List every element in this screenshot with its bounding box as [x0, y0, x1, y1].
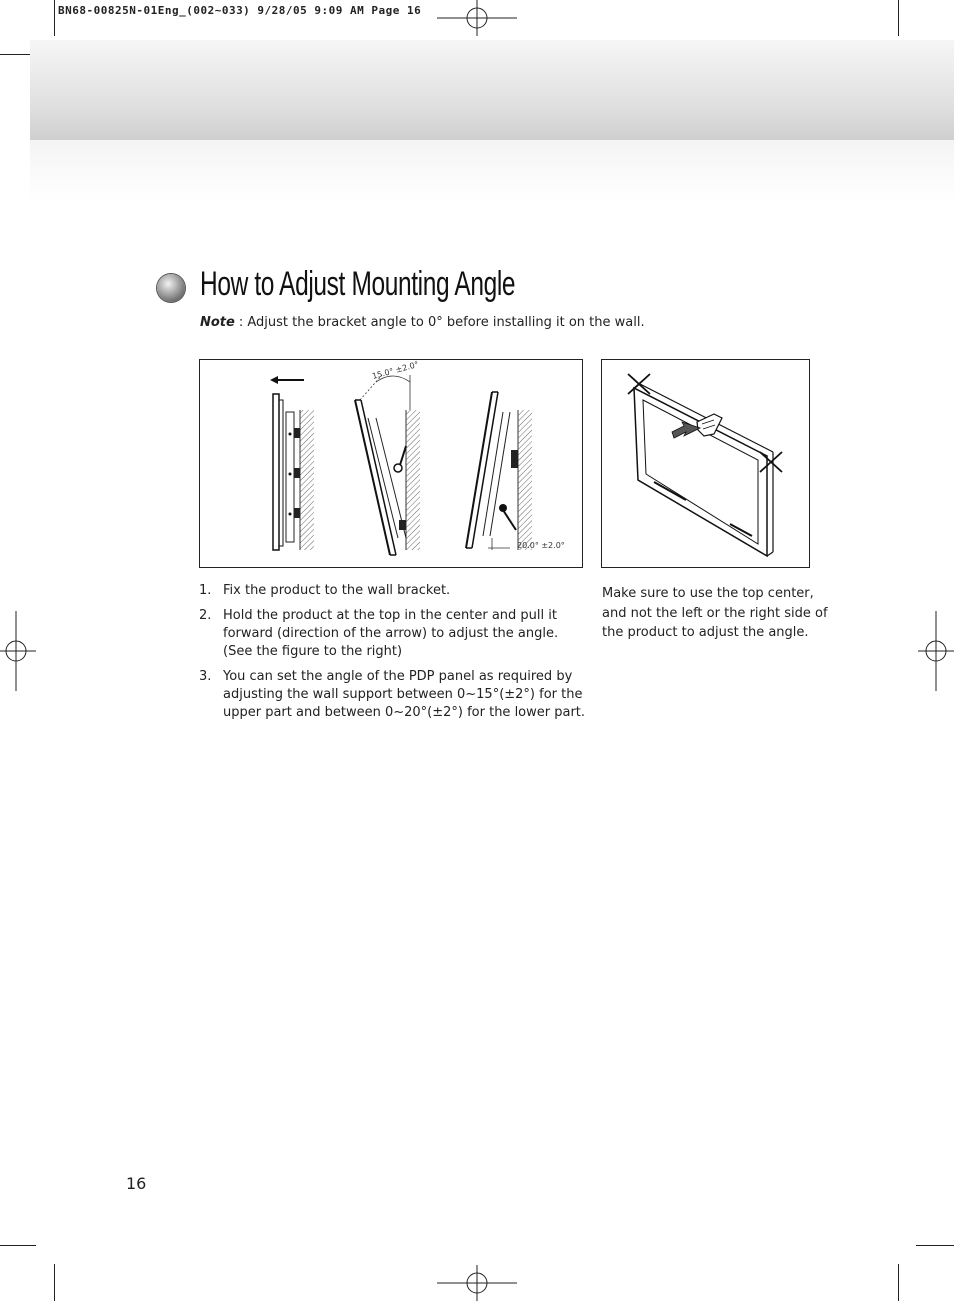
steps-list [199, 582, 589, 729]
step-text: Hold the product at the top in the center and pull it forward (direction of the arrow) to adjust the angle. (See the figure to the right) [223, 608, 559, 659]
list-item [199, 582, 589, 600]
registration-mark-icon [0, 611, 36, 691]
section-bullet-icon [157, 274, 185, 302]
pull-panel-diagram [602, 360, 809, 567]
pull-panel-figure [601, 359, 810, 568]
crop-mark [898, 1264, 899, 1301]
bracket-angle-diagram [200, 360, 582, 567]
note-text: : Adjust the bracket angle to 0° before installing it on the wall. [238, 315, 645, 330]
note-label: Note [200, 315, 235, 330]
crop-mark [54, 1264, 55, 1301]
step-text: Fix the product to the wall bracket. [223, 583, 451, 598]
list-item [199, 607, 589, 661]
crop-mark [916, 1245, 954, 1246]
page-title: How to Adjust Mounting Angle [200, 265, 516, 303]
print-slug: BN68-00825N-01Eng_(002~033) 9/28/05 9:09 AM Page 16 [58, 4, 422, 17]
header-band [30, 40, 954, 140]
registration-mark-icon [437, 0, 517, 36]
step-number: 3. [199, 669, 212, 684]
upright-position-drawing [270, 376, 314, 550]
step-number: 2. [199, 608, 212, 623]
note-line [200, 315, 645, 330]
side-note: Make sure to use the top center, and not the left or the right side of the product to adjust the angle. [602, 586, 828, 640]
step-number: 1. [199, 583, 212, 598]
bracket-angle-figure [199, 359, 583, 568]
page-number: 16 [126, 1174, 147, 1193]
list-item [199, 668, 589, 722]
upper-tilt-drawing [355, 360, 420, 555]
crop-mark [898, 0, 899, 36]
crop-mark [0, 1245, 36, 1246]
lower-angle-label: 20.0° ±2.0° [517, 541, 565, 550]
registration-mark-icon [918, 611, 954, 691]
upper-angle-label: 15.0° ±2.0° [371, 360, 420, 381]
step-text: You can set the angle of the PDP panel as required by adjusting the wall support between 0~15°(±2°) for the upper part and between 0~20°(±2°) for the lower part. [223, 669, 586, 720]
registration-mark-icon [437, 1265, 517, 1301]
lower-tilt-drawing [466, 392, 565, 550]
crop-mark [54, 0, 55, 36]
header-fade [30, 140, 954, 202]
